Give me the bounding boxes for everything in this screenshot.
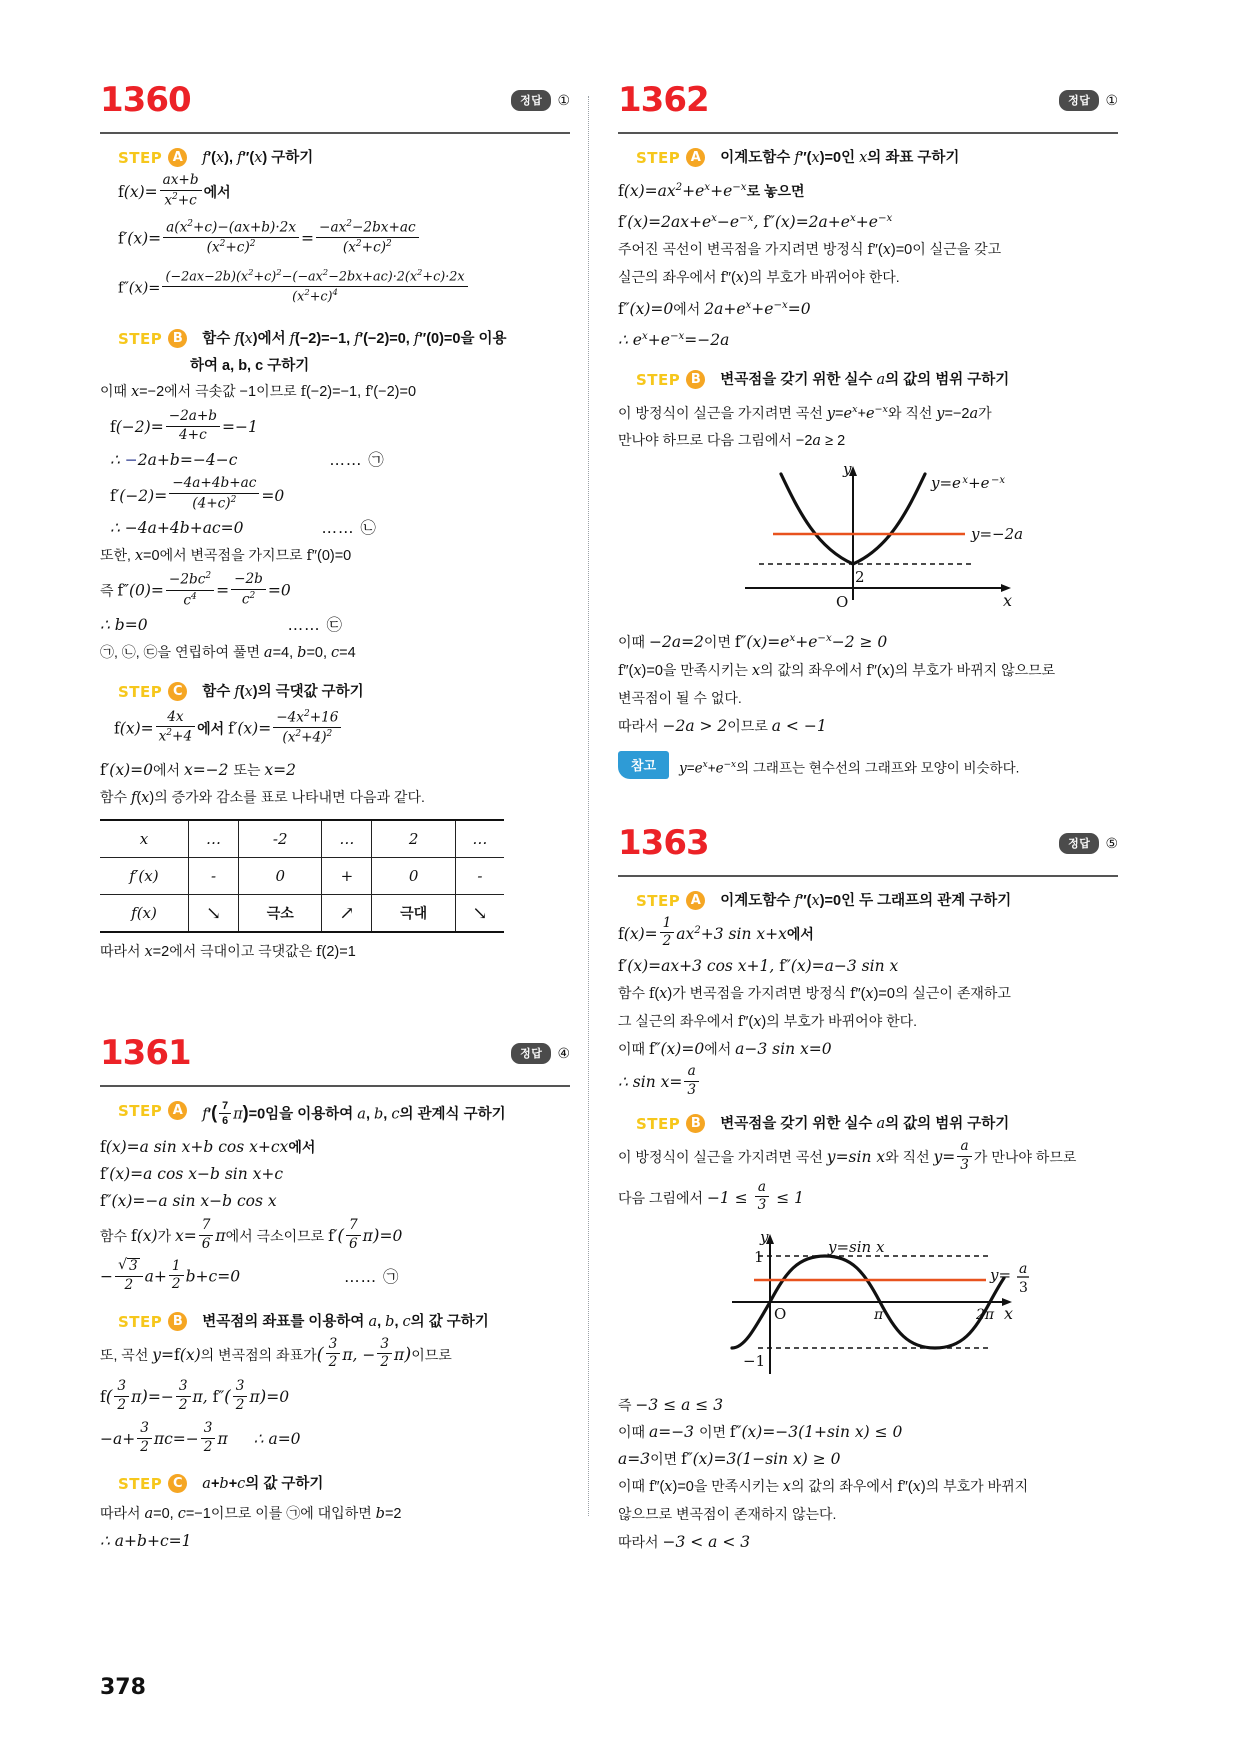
step-word: STEP (118, 682, 163, 701)
equation-1361-a2: f′(x)=a cos x−b sin x+c (100, 1164, 284, 1183)
table-row (100, 895, 504, 933)
cell: 2 (372, 820, 455, 858)
text-c4: 따라서 x=2에서 극대이고 극댓값은 f(2)=1 (100, 943, 356, 961)
fraction-denominator-3: 3 (1019, 1279, 1028, 1296)
step-badge-c: C (168, 1474, 187, 1493)
header-rule (100, 1085, 570, 1087)
text-1362-b6: 따라서 −2a > 2이므로 a < −1 (618, 716, 827, 735)
fraction-numerator-a: a (1019, 1260, 1028, 1277)
cell-arrow-down-2 (455, 895, 504, 933)
text-b6: 또한, x=0에서 변곡점을 가지므로 f″(0)=0 (100, 547, 352, 565)
figure-cosh (703, 460, 1033, 620)
line-label-a-over-3: y= (990, 1265, 1012, 1284)
cell: 0 (239, 858, 322, 895)
equation-1362-a5: f″(x)=0에서 $2a+e^x+e^{-x}=0$ (618, 300, 811, 319)
step-c-title: a+b+c의 값 구하기 (202, 1475, 324, 1492)
step-b-title: 변곡점을 갖기 위한 실수 a의 값의 범위 구하기 (720, 371, 1010, 388)
step-c-heading (118, 1474, 570, 1495)
cell: - (455, 858, 504, 895)
answer-choice: ① (1105, 92, 1118, 108)
text-b9: ㉠, ㉡, ㉢을 연립하여 풀면 a=4, b=0, c=4 (100, 643, 356, 661)
equation-1361-a4: 함수 f(x)가 x= $\frac{7}{6}$ π에서 극소이므로 f′( $\frac{7}{6}$ π)=0 (100, 1216, 403, 1252)
answer-choice: ④ (557, 1045, 570, 1062)
cell: … (189, 820, 239, 858)
step-a-title: f′(x), f″(x) 구하기 (202, 150, 314, 166)
problem-number: 1362 (618, 80, 709, 120)
page-number: 378 (100, 1675, 146, 1700)
problem-number: 1363 (618, 822, 709, 863)
text-1362-b1: 이 방정식이 실근을 가지려면 곡선 $y=e^x+e^{-x}$와 직선 y=−2a가 (618, 403, 992, 422)
step-badge-b: B (686, 1114, 705, 1133)
text-1362-b2: 만나야 하므로 다음 그림에서 −2a ≥ 2 (618, 432, 846, 450)
y-tick-label-2: 2 (855, 568, 865, 587)
problem-number: 1360 (100, 80, 191, 120)
step-a-title: f′( $\frac{7}{6}$ π)=0임을 이용하여 a, b, c의 관계식 구하기 (202, 1099, 506, 1128)
equation-1363-a2: f′(x)=ax+3 cos x+1, f″(x)=a−3 sin x (618, 956, 899, 975)
problem-1363 (618, 823, 1118, 1555)
figure-cosh-wrapper (618, 460, 1118, 620)
step-word: STEP (636, 370, 681, 389)
cell: + (322, 858, 372, 895)
step-badge-b: B (168, 1312, 187, 1331)
x-tick-label-pi: π (874, 1306, 884, 1323)
figure-sine (698, 1222, 1038, 1387)
text-1363-c1: 즉 −3 ≤ a ≤ 3 (618, 1395, 724, 1414)
step-a-heading (636, 148, 1118, 169)
step-a-heading (118, 148, 570, 169)
step-a-title: 이계도함수 f″(x)=0인 두 그래프의 관계 구하기 (720, 892, 1012, 909)
origin-label: O (774, 1304, 787, 1323)
right-column (618, 80, 1118, 1565)
problem-1362 (618, 80, 1118, 779)
cell: 극소 (239, 895, 322, 933)
step-word: STEP (636, 891, 681, 910)
equation-b3: ∴ −2a+b=−4−c …… ㉠ (110, 450, 385, 469)
step-b-title-cont: 하여 a, b, c 구하기 (190, 358, 310, 375)
equation-fx-definition: f(x)= $\frac{ax+b}{x^2+c}$ 에서 (118, 171, 231, 209)
table-row (100, 858, 504, 895)
curve-label-cosh: y=e $^x$+e $^{-x}$ (931, 474, 1006, 493)
text-b1: 이때 x=−2에서 극솟값 −1이므로 f(−2)=−1, f′(−2)=0 (100, 383, 417, 401)
left-column (100, 80, 570, 1564)
step-c-title: 함수 f(x)의 극댓값 구하기 (202, 683, 364, 700)
step-badge-b: B (168, 329, 187, 348)
step-b-title: 함수 f(x)에서 f(−2)=−1, f′(−2)=0, f″(0)=0을 이용 (202, 331, 507, 348)
cell-arrow-down (189, 895, 239, 933)
header-rule (100, 132, 570, 134)
cell: … (455, 820, 504, 858)
equation-1362-a2: $f'(x)=2ax+e^x-e^{-x}$, $f''(x)=2a+e^x+e^{-x}$ (618, 213, 893, 232)
problem-1360 (100, 80, 570, 965)
step-b-title: 변곡점의 좌표를 이용하여 a, b, c의 값 구하기 (202, 1313, 489, 1330)
answer-pill-label: 정답 (511, 90, 551, 111)
equation-1361-b2: f( $\frac{3}{2}$ π)=− $\frac{3}{2}$ π, f″( $\frac{3}{2}$ π)=0 (100, 1377, 290, 1413)
equation-1363-a6: ∴ sin x= $\frac{a}{3}$ (618, 1066, 1118, 1100)
step-badge-b: B (686, 370, 705, 389)
problem-1361 (100, 1033, 570, 1553)
step-word: STEP (636, 149, 681, 167)
table-row (100, 820, 504, 858)
problem-header (618, 823, 1118, 875)
text-1362-b5: 변곡점이 될 수 없다. (618, 689, 742, 706)
cell: … (322, 820, 372, 858)
curve-label-sine: y=sin x (828, 1237, 885, 1256)
equation-b8: ∴ b=0 …… ㉢ (100, 615, 344, 634)
equation-1361-b1: 또, 곡선 y=f(x)의 변곡점의 좌표가( $\frac{3}{2}$ π, − $\frac{3}{2}$ π)이므로 (100, 1335, 452, 1371)
note-text: $y=e^x+e^{-x}$의 그래프는 현수선의 그래프와 모양이 비슷하다. (679, 759, 1020, 777)
step-c-heading (118, 682, 570, 703)
equation-c1: f(x)= $\frac{4x}{x^2+4}$ 에서 f′(x)= $\frac{-4x^2+16}{(x^2+4)^2}$ (114, 711, 570, 748)
text-1363-c5: 않으므로 변곡점이 존재하지 않는다. (618, 1505, 837, 1522)
equation-b7: 즉 f″(0)= $\frac{-2bc^2}{c^4}$ = $\frac{-2b}{c^2}$ =0 (100, 571, 291, 609)
step-b-heading (636, 1114, 1118, 1135)
equation-1361-a1: f(x)=a sin x+b cos x+cx에서 (100, 1137, 316, 1156)
text-1362-b4: f″(x)=0을 만족시키는 x의 값의 좌우에서 f″(x)의 부호가 바뀌지 않으므로 (618, 661, 1056, 679)
axis-label-y: y (760, 1227, 769, 1246)
text-1363-c4: 이때 f″(x)=0을 만족시키는 x의 값의 좌우에서 f″(x)의 부호가 바뀌지 (618, 1477, 1029, 1495)
step-b-title: 변곡점을 갖기 위한 실수 a의 값의 범위 구하기 (720, 1116, 1010, 1133)
step-word: STEP (118, 1312, 163, 1331)
step-word: STEP (118, 1102, 163, 1121)
axis-label-x: x (1003, 591, 1013, 611)
text-1363-c6: 따라서 −3 < a < 3 (618, 1532, 751, 1551)
step-badge-a: A (168, 1101, 187, 1120)
text-1363-c2: 이때 a=−3 이면 f″(x)=−3(1+sin x) ≤ 0 (618, 1422, 903, 1441)
cell-head: f(x) (100, 895, 189, 933)
step-a-title: 이계도함수 f″(x)=0인 x의 좌표 구하기 (720, 150, 960, 166)
equation-1362-a1: $f(x)=ax^2+e^x+e^{-x}$로 놓으면 (618, 182, 805, 201)
problem-gap (618, 789, 1118, 823)
step-a-heading (118, 1101, 570, 1129)
answer-choice: ⑤ (1105, 834, 1118, 851)
axis-label-x: x (1004, 1303, 1014, 1323)
answer-pill-label: 정답 (1059, 90, 1099, 111)
answer-choice: ① (557, 92, 570, 108)
cell-head: f′(x) (100, 858, 189, 895)
equation-b2: f(−2)= $\frac{-2a+b}{4+c}$ =−1 (110, 408, 258, 443)
text-c3: 함수 f(x)의 증가와 감소를 표로 나타내면 다음과 같다. (100, 789, 425, 807)
text-1362-b3: 이때 −2a=2이면 $f''(x)=e^x+e^{-x}-2 \ge 0$ (618, 633, 888, 652)
x-tick-label-2pi: 2π (976, 1306, 995, 1323)
text-1363-b1: 이 방정식이 실근을 가지려면 곡선 y=sin x와 직선 y= $\frac{a}{3}$ 가 만나야 하므로 (618, 1138, 1077, 1173)
step-b-heading (636, 370, 1118, 391)
problem-header (100, 1033, 570, 1085)
header-rule (618, 875, 1118, 877)
equation-1361-b3: −a+ $\frac{3}{2}$ πc=− $\frac{3}{2}$ π ∴ a=0 (100, 1420, 301, 1455)
problem-header (100, 80, 570, 132)
problem-gap (100, 975, 570, 1033)
increase-decrease-table (100, 819, 504, 933)
equation-b4: f′(−2)= $\frac{-4a+4b+ac}{(4+c)^2}$ =0 (110, 475, 285, 512)
equation-1361-a5: − √ $\frac{3}{2}$ a+ $\frac{1}{2}$ b+c=0 …… ㉠ (100, 1260, 570, 1295)
step-word: STEP (118, 149, 163, 167)
header-rule (618, 132, 1118, 134)
cell-head: x (100, 820, 189, 858)
step-word: STEP (636, 1115, 681, 1134)
cell: - (189, 858, 239, 895)
equation-1362-a6: ∴ $e^x+e^{-x}=-2a$ (618, 331, 730, 350)
text-1363-a3: 함수 f(x)가 변곡점을 가지려면 방정식 f″(x)=0의 실근이 존재하고 (618, 984, 1011, 1002)
problem-header (618, 80, 1118, 132)
answer-tag (511, 90, 570, 111)
equation-1363-a1: f(x)= $\frac{1}{2}$ $ax^2+3$ sin x+x에서 (618, 914, 814, 950)
answer-tag (1059, 833, 1118, 854)
step-badge-a: A (168, 148, 187, 167)
note-block (618, 751, 1118, 779)
cell: -2 (239, 820, 322, 858)
text-1363-b2: 다음 그림에서 −1 ≤ $\frac{a}{3}$ ≤ 1 (618, 1178, 805, 1214)
step-b-heading (118, 329, 570, 350)
text-1362-a4: 실근의 좌우에서 f″(x)의 부호가 바뀌어야 한다. (618, 269, 900, 287)
step-a-heading (636, 891, 1118, 912)
equation-1363-a5: 이때 f″(x)=0에서 a−3 sin x=0 (618, 1039, 832, 1058)
answer-tag (1059, 90, 1118, 111)
step-badge-a: A (686, 148, 705, 167)
cell-arrow-up (322, 895, 372, 933)
text-1363-c3: a=3이면 f″(x)=3(1−sin x) ≥ 0 (618, 1449, 841, 1468)
figure-sine-wrapper (618, 1222, 1118, 1387)
step-badge-c: C (168, 682, 187, 701)
equation-b5: ∴ −4a+4b+ac=0 …… ㉡ (110, 519, 377, 538)
equation-1361-a3: f″(x)=−a sin x−b cos x (100, 1191, 277, 1210)
step-word: STEP (118, 1474, 163, 1493)
text-1363-a4: 그 실근의 좌우에서 f″(x)의 부호가 바뀌어야 한다. (618, 1012, 918, 1030)
note-tag: 참고 (618, 751, 669, 779)
step-word: STEP (118, 330, 163, 349)
answer-pill-label: 정답 (511, 1043, 551, 1064)
answer-pill-label: 정답 (1059, 833, 1099, 854)
column-divider (588, 96, 589, 1516)
axis-label-y: y (843, 460, 852, 479)
problem-number: 1361 (100, 1033, 191, 1074)
origin-label: O (836, 593, 849, 612)
y-tick-label-1: 1 (754, 1247, 764, 1266)
text-1361-c2: ∴ a+b+c=1 (100, 1531, 192, 1550)
y-tick-label-minus-1: −1 (743, 1351, 766, 1370)
cell: 극대 (372, 895, 455, 933)
line-label-minus-2a: y=−2a (971, 525, 1024, 544)
answer-tag (511, 1043, 570, 1064)
step-badge-a: A (686, 891, 705, 910)
step-b-heading (118, 1312, 570, 1333)
equation-f-double-prime: f″(x)= $\frac{(-2ax-2b)(x^2+c)^2-(-ax^2-2bx+ac)\cdot 2(x^2+c)\cdot 2x}{(x^2+c)^4}$ (118, 270, 570, 307)
text-1361-c1: 따라서 a=0, c=−1이므로 이를 ㉠에 대입하면 b=2 (100, 1504, 402, 1522)
text-1362-a3: 주어진 곡선이 변곡점을 가지려면 방정식 f″(x)=0이 실근을 갖고 (618, 241, 1002, 259)
equation-f-prime: f′(x)= $\frac{a(x^2+c)-(ax+b)\cdot 2x}{(x^2+c)^2}$ = $\frac{-ax^2-2bx+ac}{(x^2+c)^2}$ (118, 221, 570, 258)
cell: 0 (372, 858, 455, 895)
equation-c2: f′(x)=0에서 x=−2 또는 x=2 (100, 761, 297, 780)
